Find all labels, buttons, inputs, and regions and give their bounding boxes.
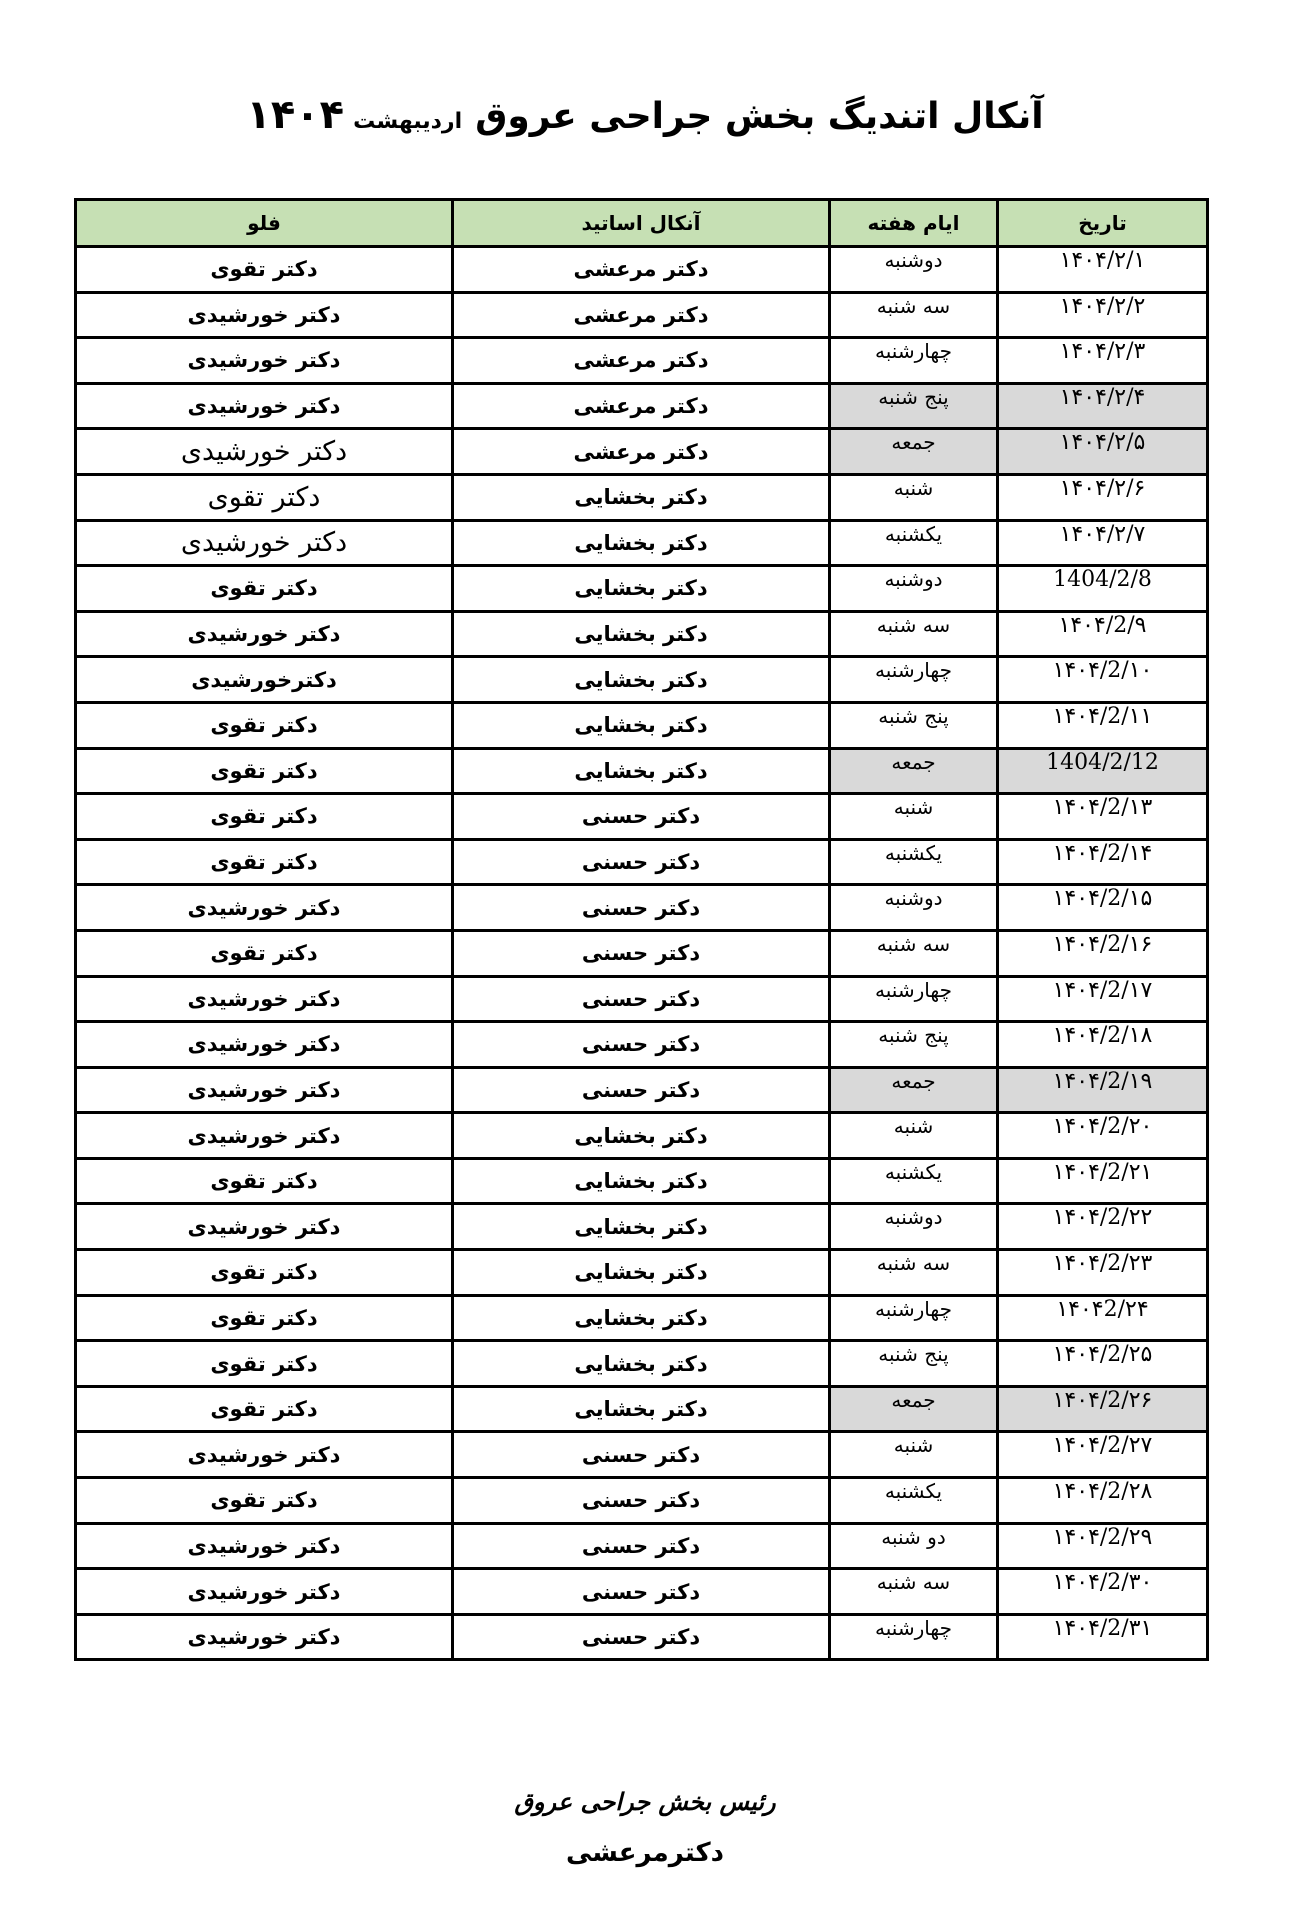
day-cell: یکشنبه xyxy=(830,1478,998,1524)
fellow-cell: دکتر خورشیدی xyxy=(76,1067,453,1113)
header-professor: آنکال اساتید xyxy=(453,200,830,247)
day-cell: یکشنبه xyxy=(830,520,998,566)
day-cell: پنج شنبه xyxy=(830,383,998,429)
fellow-cell: دکتر تقوی xyxy=(76,474,453,520)
fellow-cell: دکتر تقوی xyxy=(76,1295,453,1341)
fellow-cell: دکتر خورشیدی xyxy=(76,383,453,429)
date-cell: ۱۴۰۴/2/۱۸ xyxy=(998,1022,1208,1068)
professor-cell: دکتر حسنی xyxy=(453,1478,830,1524)
professor-cell: دکتر حسنی xyxy=(453,1523,830,1569)
day-cell: سه شنبه xyxy=(830,611,998,657)
fellow-cell: دکتر خورشیدی xyxy=(76,429,453,475)
day-cell: چهارشنبه xyxy=(830,1295,998,1341)
fellow-cell: دکتر تقوی xyxy=(76,247,453,293)
fellow-cell: دکتر خورشیدی xyxy=(76,1204,453,1250)
day-cell: شنبه xyxy=(830,1113,998,1159)
fellow-cell: دکتر تقوی xyxy=(76,702,453,748)
professor-cell: دکتر بخشایی xyxy=(453,611,830,657)
day-cell: چهارشنبه xyxy=(830,338,998,384)
date-cell: ۱۴۰۴/2/۲۵ xyxy=(998,1341,1208,1387)
professor-cell: دکتر حسنی xyxy=(453,930,830,976)
date-cell: ۱۴۰۴/۲/۵ xyxy=(998,429,1208,475)
date-cell: ۱۴۰۴/2/۱۷ xyxy=(998,976,1208,1022)
date-cell: ۱۴۰۴/2/۲۸ xyxy=(998,1478,1208,1524)
table-row xyxy=(76,885,1208,931)
date-cell: ۱۴۰۴/2/۹ xyxy=(998,611,1208,657)
fellow-cell: دکترخورشیدی xyxy=(76,657,453,703)
date-cell: ۱۴۰۴/2/۱۳ xyxy=(998,794,1208,840)
professor-cell: دکتر بخشایی xyxy=(453,657,830,703)
date-cell: ۱۴۰۴/2/۳۱ xyxy=(998,1614,1208,1660)
day-cell: پنج شنبه xyxy=(830,702,998,748)
table-row xyxy=(76,1432,1208,1478)
professor-cell: دکتر حسنی xyxy=(453,1569,830,1615)
table-row xyxy=(76,1569,1208,1615)
table-row xyxy=(76,657,1208,703)
table-row xyxy=(76,1478,1208,1524)
table-row xyxy=(76,748,1208,794)
table-row xyxy=(76,839,1208,885)
professor-cell: دکتر حسنی xyxy=(453,839,830,885)
table-header-row xyxy=(76,200,1208,247)
professor-cell: دکتر بخشایی xyxy=(453,1204,830,1250)
professor-cell: دکتر بخشایی xyxy=(453,1341,830,1387)
table-row xyxy=(76,702,1208,748)
fellow-cell: دکتر خورشیدی xyxy=(76,338,453,384)
professor-cell: دکتر بخشایی xyxy=(453,520,830,566)
fellow-cell: دکتر تقوی xyxy=(76,1341,453,1387)
date-cell: ۱۴۰۴/2/۱۹ xyxy=(998,1067,1208,1113)
table-row xyxy=(76,1341,1208,1387)
professor-cell: دکتر بخشایی xyxy=(453,566,830,612)
fellow-cell: دکتر تقوی xyxy=(76,1250,453,1296)
day-cell: جمعه xyxy=(830,1386,998,1432)
date-cell: ۱۴۰۴/2/۲۱ xyxy=(998,1158,1208,1204)
date-cell: 1404/2/8 xyxy=(998,566,1208,612)
signature-role: رئیس بخش جراحی عروق xyxy=(514,1788,776,1816)
professor-cell: دکتر حسنی xyxy=(453,794,830,840)
table-row xyxy=(76,794,1208,840)
day-cell: سه شنبه xyxy=(830,930,998,976)
day-cell: شنبه xyxy=(830,474,998,520)
date-cell: ۱۴۰۴/2/۲۶ xyxy=(998,1386,1208,1432)
table-row xyxy=(76,611,1208,657)
table-row xyxy=(76,1250,1208,1296)
date-cell: ۱۴۰۴/2/۱۶ xyxy=(998,930,1208,976)
fellow-cell: دکتر خورشیدی xyxy=(76,520,453,566)
date-cell: ۱۴۰۴/۲/۱ xyxy=(998,247,1208,293)
fellow-cell: دکتر تقوی xyxy=(76,1478,453,1524)
date-cell: ۱۴۰۴/2/۲۹ xyxy=(998,1523,1208,1569)
date-cell: ۱۴۰۴/2/۲۲ xyxy=(998,1204,1208,1250)
page-title xyxy=(0,92,1290,138)
table-row xyxy=(76,1204,1208,1250)
fellow-cell: دکتر خورشیدی xyxy=(76,1113,453,1159)
table-row xyxy=(76,247,1208,293)
professor-cell: دکتر حسنی xyxy=(453,1022,830,1068)
day-cell: دوشنبه xyxy=(830,566,998,612)
day-cell: جمعه xyxy=(830,429,998,475)
table-row xyxy=(76,1113,1208,1159)
fellow-cell: دکتر تقوی xyxy=(76,794,453,840)
professor-cell: دکتر بخشایی xyxy=(453,1158,830,1204)
fellow-cell: دکتر خورشیدی xyxy=(76,1523,453,1569)
day-cell: دوشنبه xyxy=(830,885,998,931)
day-cell: سه شنبه xyxy=(830,1250,998,1296)
fellow-cell: دکتر تقوی xyxy=(76,839,453,885)
fellow-cell: دکتر تقوی xyxy=(76,1386,453,1432)
signature-name: دکترمرعشی xyxy=(565,1838,725,1868)
day-cell: جمعه xyxy=(830,748,998,794)
fellow-cell: دکتر خورشیدی xyxy=(76,885,453,931)
title-year: ۱۴۰۴ xyxy=(246,92,345,138)
day-cell: چهارشنبه xyxy=(830,1614,998,1660)
fellow-cell: دکتر خورشیدی xyxy=(76,1022,453,1068)
table-row xyxy=(76,1022,1208,1068)
title-month: اردیبهشت xyxy=(353,109,463,134)
fellow-cell: دکتر خورشیدی xyxy=(76,1569,453,1615)
date-cell: ۱۴۰۴/2/۲۷ xyxy=(998,1432,1208,1478)
table-row xyxy=(76,292,1208,338)
fellow-cell: دکتر خورشیدی xyxy=(76,292,453,338)
table-row xyxy=(76,566,1208,612)
day-cell: دوشنبه xyxy=(830,1204,998,1250)
professor-cell: دکتر حسنی xyxy=(453,1067,830,1113)
date-cell: ۱۴۰۴/۲/۴ xyxy=(998,383,1208,429)
professor-cell: دکتر بخشایی xyxy=(453,702,830,748)
header-date: تاریخ xyxy=(998,200,1208,247)
oncall-schedule-table xyxy=(74,198,1209,1661)
day-cell: شنبه xyxy=(830,794,998,840)
day-cell: جمعه xyxy=(830,1067,998,1113)
table-row xyxy=(76,520,1208,566)
date-cell: ۱۴۰۴/۲/۶ xyxy=(998,474,1208,520)
table-row xyxy=(76,976,1208,1022)
fellow-cell: دکتر خورشیدی xyxy=(76,611,453,657)
header-fellow: فلو xyxy=(76,200,453,247)
fellow-cell: دکتر تقوی xyxy=(76,1158,453,1204)
date-cell: ۱۴۰۴/2/۲۳ xyxy=(998,1250,1208,1296)
date-cell: ۱۴۰۴/2/۱۰ xyxy=(998,657,1208,703)
table-row xyxy=(76,383,1208,429)
table-row xyxy=(76,1386,1208,1432)
table-row xyxy=(76,338,1208,384)
day-cell: چهارشنبه xyxy=(830,657,998,703)
day-cell: سه شنبه xyxy=(830,1569,998,1615)
date-cell: ۱۴۰۴/۲/۳ xyxy=(998,338,1208,384)
professor-cell: دکتر مرعشی xyxy=(453,383,830,429)
table-row xyxy=(76,474,1208,520)
fellow-cell: دکتر تقوی xyxy=(76,748,453,794)
table-row xyxy=(76,429,1208,475)
date-cell: ۱۴۰۴2/۲۴ xyxy=(998,1295,1208,1341)
professor-cell: دکتر بخشایی xyxy=(453,748,830,794)
professor-cell: دکتر حسنی xyxy=(453,1432,830,1478)
table-row xyxy=(76,1158,1208,1204)
day-cell: دوشنبه xyxy=(830,247,998,293)
fellow-cell: دکتر تقوی xyxy=(76,566,453,612)
table-row xyxy=(76,1067,1208,1113)
day-cell: سه شنبه xyxy=(830,292,998,338)
professor-cell: دکتر بخشایی xyxy=(453,1113,830,1159)
date-cell: ۱۴۰۴/2/۱۱ xyxy=(998,702,1208,748)
day-cell: پنج شنبه xyxy=(830,1341,998,1387)
fellow-cell: دکتر تقوی xyxy=(76,930,453,976)
date-cell: ۱۴۰۴/2/۲۰ xyxy=(998,1113,1208,1159)
professor-cell: دکتر حسنی xyxy=(453,885,830,931)
header-day: ایام هفته xyxy=(830,200,998,247)
professor-cell: دکتر بخشایی xyxy=(453,474,830,520)
day-cell: شنبه xyxy=(830,1432,998,1478)
day-cell: یکشنبه xyxy=(830,1158,998,1204)
day-cell: دو شنبه xyxy=(830,1523,998,1569)
fellow-cell: دکتر خورشیدی xyxy=(76,1432,453,1478)
date-cell: 1404/2/12 xyxy=(998,748,1208,794)
fellow-cell: دکتر خورشیدی xyxy=(76,1614,453,1660)
date-cell: ۱۴۰۴/۲/۷ xyxy=(998,520,1208,566)
professor-cell: دکتر حسنی xyxy=(453,976,830,1022)
professor-cell: دکتر مرعشی xyxy=(453,292,830,338)
day-cell: چهارشنبه xyxy=(830,976,998,1022)
table-row xyxy=(76,930,1208,976)
table-row xyxy=(76,1614,1208,1660)
table-row xyxy=(76,1295,1208,1341)
date-cell: ۱۴۰۴/2/۱۴ xyxy=(998,839,1208,885)
professor-cell: دکتر بخشایی xyxy=(453,1386,830,1432)
professor-cell: دکتر بخشایی xyxy=(453,1295,830,1341)
table-body xyxy=(76,247,1208,1660)
fellow-cell: دکتر خورشیدی xyxy=(76,976,453,1022)
table-row xyxy=(76,1523,1208,1569)
professor-cell: دکتر مرعشی xyxy=(453,338,830,384)
professor-cell: دکتر بخشایی xyxy=(453,1250,830,1296)
title-main: آنکال اتندیگ بخش جراحی عروق xyxy=(475,96,1044,137)
date-cell: ۱۴۰۴/2/۳۰ xyxy=(998,1569,1208,1615)
professor-cell: دکتر مرعشی xyxy=(453,429,830,475)
date-cell: ۱۴۰۴/2/۱۵ xyxy=(998,885,1208,931)
day-cell: پنج شنبه xyxy=(830,1022,998,1068)
professor-cell: دکتر مرعشی xyxy=(453,247,830,293)
date-cell: ۱۴۰۴/۲/۲ xyxy=(998,292,1208,338)
day-cell: یکشنبه xyxy=(830,839,998,885)
professor-cell: دکتر حسنی xyxy=(453,1614,830,1660)
